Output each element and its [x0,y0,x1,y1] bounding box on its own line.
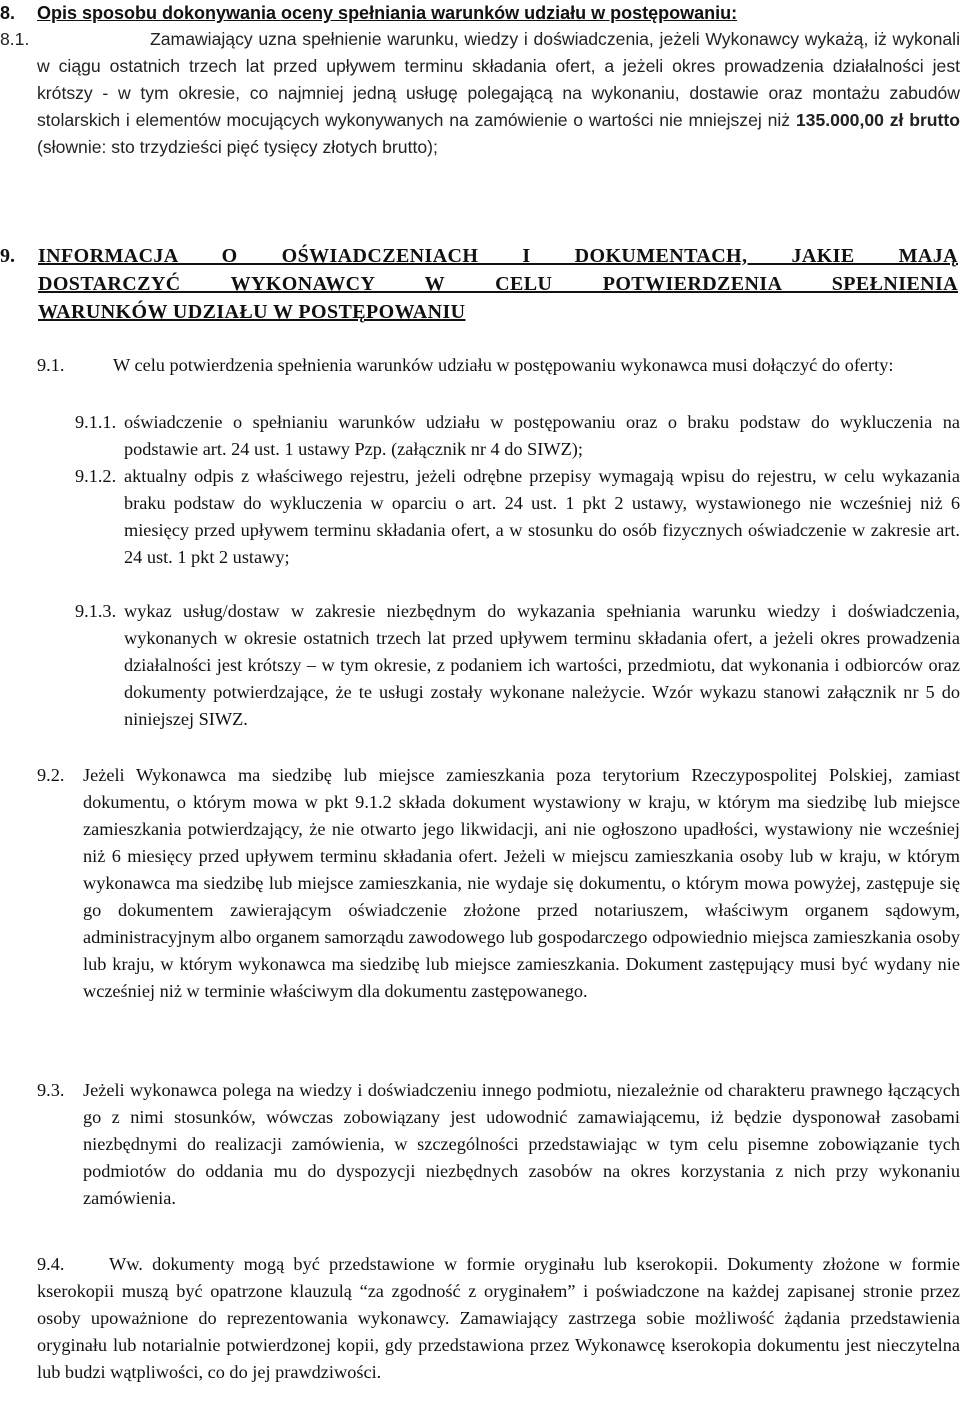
item-9-1-2-number: 9.1.2. [75,466,117,486]
item-9-3-text: Jeżeli wykonawca polega na wiedzy i doświadczeniu innego podmiotu, niezależnie od charakteru prawnego łączących go z nimi stosunków, wówczas zobowiązany jest udowodnić zamawiającemu, iż będzie dysponował zasobami niezbędnymi do realizacji zamówienia, w szczególności przedstawiając w tym celu pisemne zobowiązanie tych podmiotów do oddania mu do dyspozycji niezbędnych zasobów na okres korzystania z nich przy wykonaniu zamówienia. [83,1080,960,1208]
item-9-1-2 [75,463,960,571]
item-9-1-text: W celu potwierdzenia spełnienia warunków udziału w postępowaniu wykonawca musi dołączyć do oferty: [113,355,894,375]
item-9-2-number: 9.2. [37,765,65,785]
item-9-1-1-text: oświadczenie o spełnianiu warunków udziału w postępowaniu oraz o braku podstaw do wykluczenia na podstawie art. 24 ust. 1 ustawy Pzp. (załącznik nr 4 do SIWZ); [124,412,960,459]
item-9-1-3-number: 9.1.3. [75,601,117,621]
item-8-1-amount: 135.000,00 zł brutto [795,110,960,130]
item-8-1 [0,26,960,161]
item-9-1 [37,352,960,379]
item-9-1-3-text: wykaz usług/dostaw w zakresie niezbędnym do wykazania spełniania warunku wiedzy i doświadczenia, wykonanych w okresie ostatnich trzech lat przed upływem terminu składania ofert, a jeżeli okres prowadzenia działalności jest krótszy – w tym okresie, z podaniem ich wartości, przedmiotu, dat wykonania i odbiorców oraz dokumenty potwierdzające, że te usługi zostały wykonane należycie. Wzór wykazu stanowi załącznik nr 5 do niniejszej SIWZ. [124,601,960,729]
section-9-title [38,242,958,326]
item-9-1-1-number: 9.1.1. [75,412,117,432]
section-9-title-line: DOSTARCZYĆ WYKONAWCY W CELU POTWIERDZENIA SPEŁNIENIA [38,273,958,295]
item-8-1-number: 8.1. [0,29,30,49]
item-9-4 [37,1251,960,1386]
item-8-1-text: Zamawiający uzna spełnienie warunku, wiedzy i doświadczenia, jeżeli Wykonawcy wykażą, iż wykonali w ciągu ostatnich trzech lat przed upływem terminu składania ofert, a jeżeli okres prowadzenia działalności jest krótszy - w tym okresie, co najmniej jedną usługę polegającą na wykonaniu, dostawie oraz montażu zabudów stolarskich i elementów mocujących wykonywanych na zamówienie o wartości nie mniejszej niż [37,29,960,130]
item-9-1-3 [75,598,960,733]
item-9-1-number: 9.1. [37,355,65,375]
section-9-number: 9. [0,245,15,267]
item-8-1-words: (słownie: sto trzydzieści pięć tysięcy złotych brutto); [37,137,438,157]
item-9-3-number: 9.3. [37,1080,65,1100]
section-9-title-line: WARUNKÓW UDZIAŁU W POSTĘPOWANIU [38,301,466,323]
item-9-1-2-text: aktualny odpis z właściwego rejestru, jeżeli odrębne przepisy wymagają wpisu do rejestru, w celu wykazania braku podstaw do wykluczenia w oparciu o art. 24 ust. 1 pkt 2 ustawy, wystawionego nie wcześniej niż 6 miesięcy przed upływem terminu składania ofert, a w stosunku do osób fizycznych oświadczenie w zakresie art. 24 ust. 1 pkt 2 ustawy; [124,466,960,567]
item-9-4-text: Ww. dokumenty mogą być przedstawione w formie oryginału lub kserokopii. Dokumenty złożone w formie kserokopii muszą być opatrzone klauzulą “za zgodność z oryginałem” i poświadczone na każdej zapisanej stronie przez osoby upoważnione do reprezentowania wykonawcy. Zamawiający zastrzega sobie możliwość żądania przedstawienia oryginału lub notarialnie potwierdzonej kopii, gdy przedstawiona przez Wykonawcę kserokopia dokumentu jest nieczytelna lub budzi wątpliwości, co do jej prawdziwości. [37,1254,960,1382]
item-9-3 [37,1077,960,1212]
section-8-title: Opis sposobu dokonywania oceny spełniania warunków udziału w postępowaniu: [37,3,738,23]
section-8-number: 8. [0,3,16,23]
item-9-1-1 [75,409,960,463]
item-9-4-number: 9.4. [37,1254,65,1274]
item-9-2-text: Jeżeli Wykonawca ma siedzibę lub miejsce zamieszkania poza terytorium Rzeczypospolitej Polskiej, zamiast dokumentu, o którym mowa w pkt 9.1.2 składa dokument wystawiony w kraju, w którym ma siedzibę lub miejsce zamieszkania potwierdzający, że nie otwarto jego likwidacji, ani nie ogłoszono upadłości, wystawiony nie wcześniej niż 6 miesięcy przed upływem terminu składania ofert. Jeżeli w miejscu zamieszkania osoby lub w kraju, w którym wykonawca ma siedzibę lub miejsce zamieszkania, nie wydaje się dokumentu, o którym mowa powyżej, zastępuje się go dokumentem zawierającym oświadczenie złożone przed notariuszem, właściwym organem sądowym, administracyjnym albo organem samorządu zawodowego lub gospodarczego odpowiednio miejsca zamieszkania osoby lub kraju, w którym wykonawca ma siedzibę lub miejsce zamieszkania. Dokument zastępujący musi być wydany nie wcześniej niż w terminie właściwym dla dokumentu zastępowanego. [83,765,960,1001]
item-9-2 [37,762,960,1005]
section-9-title-line: INFORMACJA O OŚWIADCZENIACH I DOKUMENTACH, JAKIE MAJĄ [38,245,958,267]
